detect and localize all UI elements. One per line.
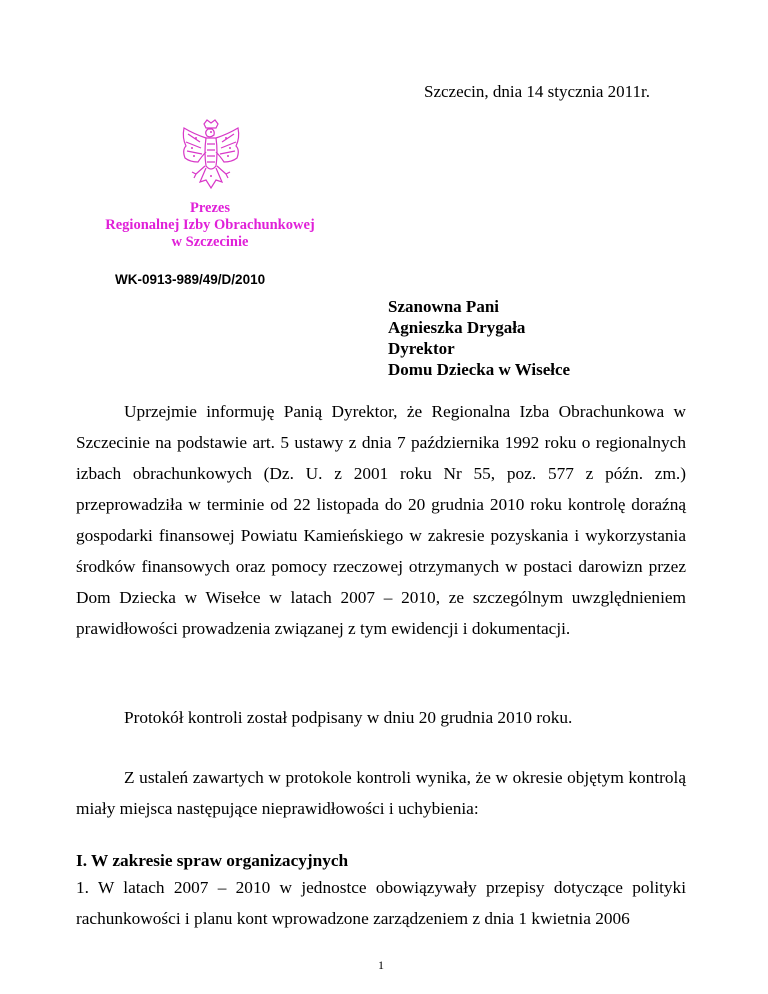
addressee-line-1: Szanowna Pani	[388, 297, 499, 316]
page-number: 1	[378, 958, 384, 972]
addressee-line-4: Domu Dziecka w Wisełce	[388, 360, 571, 379]
reference-number: WK-0913-989/49/D/2010	[115, 272, 266, 287]
sender-block	[80, 200, 340, 251]
section-heading: I. W zakresie spraw organizacyjnych	[76, 851, 349, 870]
date-line: Szczecin, dnia 14 stycznia 2011r.	[424, 82, 650, 101]
polish-eagle-emblem-icon	[176, 118, 246, 198]
body-paragraph-3: Z ustaleń zawartych w protokole kontroli wynika, że w okresie objętym kontrolą miały miejsca następujące nieprawidłowości i uchybienia:	[76, 768, 686, 818]
sender-line-2: Regionalnej Izby Obrachunkowej	[105, 217, 315, 233]
body-paragraph-1: Uprzejmie informuję Panią Dyrektor, że Regionalna Izba Obrachunkowa w Szczecinie na podstawie art. 5 ustawy z dnia 7 października 1992 roku o regionalnych izbach obrachunkowych (Dz. U. z 2001 roku Nr 55, poz. 577 z późn. zm.) przeprowadziła w terminie od 22 listopada do 20 grudnia 2010 roku kontrolę doraźną gospodarki finansowej Powiatu Kamieńskiego w zakresie pozyskania i wykorzystania środków finansowych oraz pomocy rzeczowej otrzymanych w postaci darowizn przez Dom Dziecka w Wisełce w latach 2007 – 2010, ze szczególnym uwzględnieniem prawidłowości prowadzenia związanej z tym ewidencji i dokumentacji.	[76, 402, 686, 638]
addressee-line-2: Agnieszka Drygała	[388, 318, 526, 337]
sender-line-3: w Szczecinie	[171, 234, 249, 250]
addressee-block	[388, 296, 570, 380]
addressee-line-3: Dyrektor	[388, 339, 455, 358]
body-paragraph-2: Protokół kontroli został podpisany w dniu 20 grudnia 2010 roku.	[124, 708, 573, 727]
body-paragraph-4: 1. W latach 2007 – 2010 w jednostce obowiązywały przepisy dotyczące polityki rachunkowości i planu kont wprowadzone zarządzeniem z dnia 1 kwietnia 2006	[76, 878, 686, 928]
sender-line-1: Prezes	[190, 200, 230, 216]
